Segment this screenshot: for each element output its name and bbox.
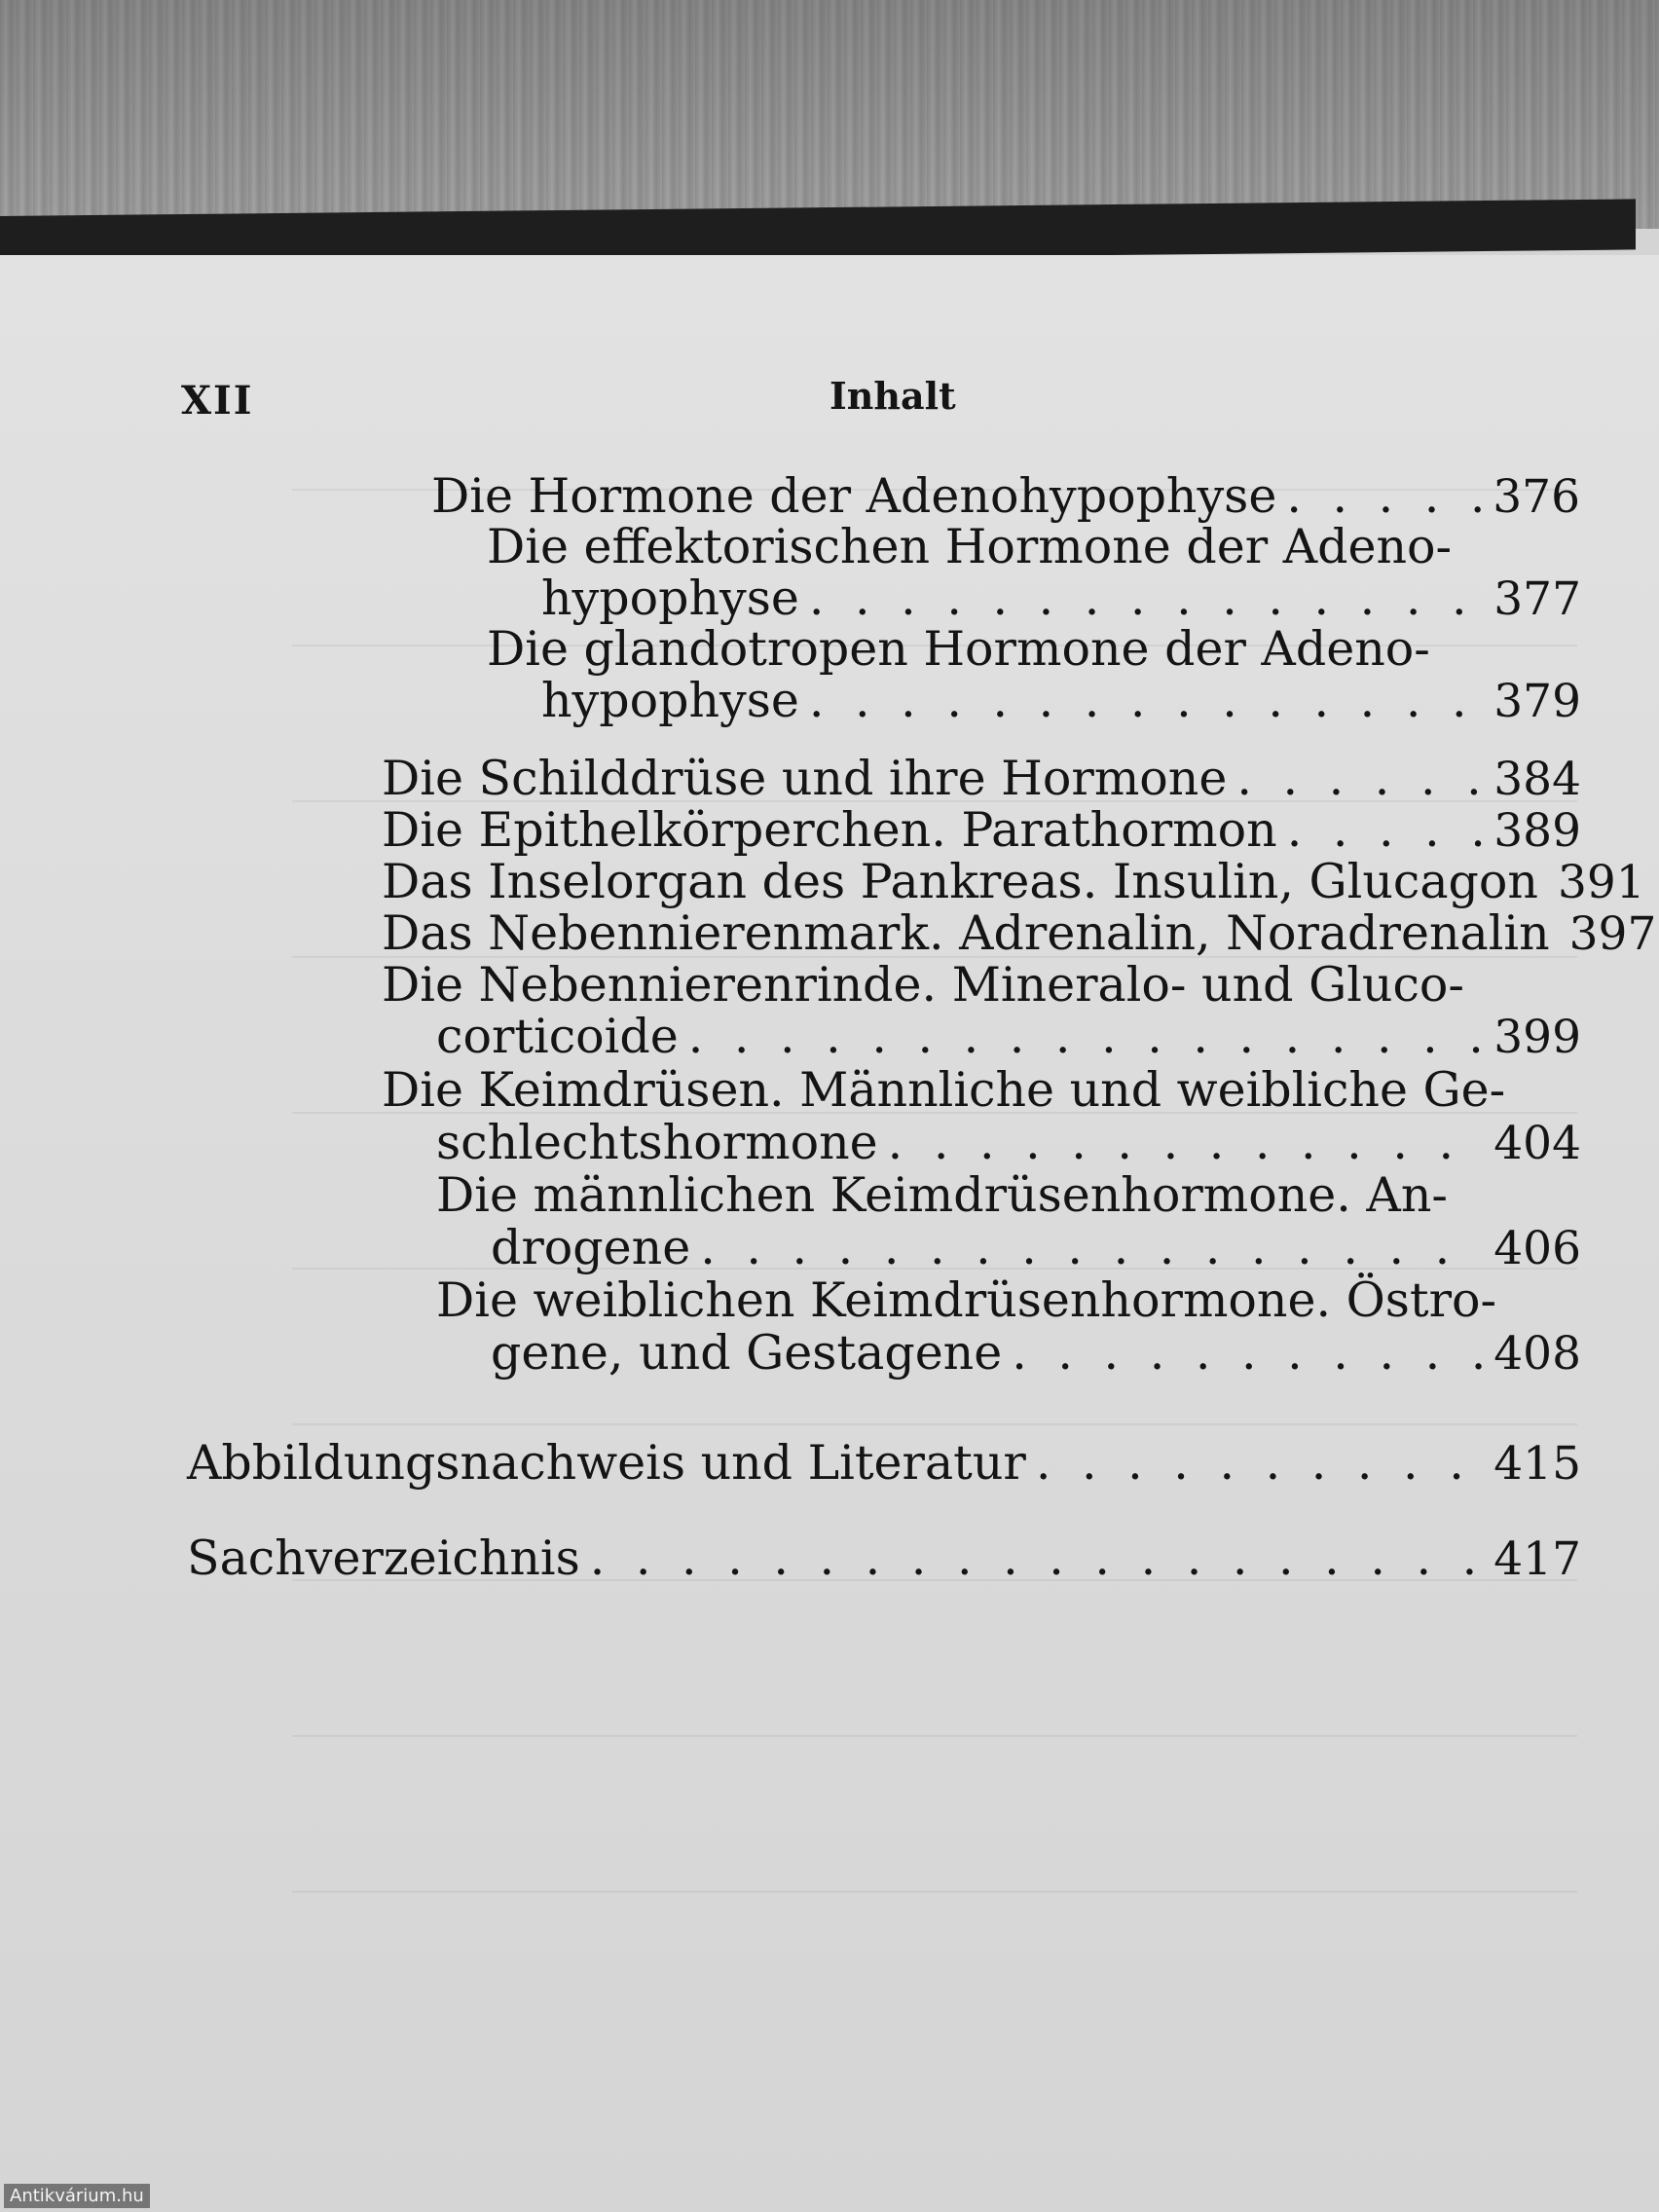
- dot-leader: [1287, 804, 1485, 857]
- toc-entry-text: Die Nebennierenrinde. Mineralo- und Gluco-: [382, 957, 1464, 1013]
- dot-leader: [1012, 1327, 1484, 1380]
- watermark-label: Antikvárium.hu: [4, 2184, 150, 2208]
- toc-page-number: 415: [1493, 1437, 1581, 1491]
- toc-entry: [436, 1272, 1497, 1328]
- toc-entry-text: Das Nebennierenmark. Adrenalin, Noradrenalin: [382, 905, 1550, 961]
- toc-entry-text: Abbildungsnachweis und Literatur: [187, 1435, 1026, 1491]
- dot-leader: [1036, 1437, 1484, 1490]
- toc-entry: [487, 623, 1480, 676]
- toc-entry: [431, 470, 1580, 524]
- toc-entry: [382, 905, 1657, 961]
- toc-entry: [382, 804, 1581, 858]
- toc-entry: [187, 1437, 1581, 1491]
- dot-leader: [700, 1222, 1484, 1274]
- toc-entry: [491, 1327, 1581, 1381]
- toc-entry-text: Die männlichen Keimdrüsenhormone. An-: [436, 1167, 1448, 1223]
- dot-leader: [809, 675, 1484, 727]
- page-number: XII: [181, 378, 254, 424]
- toc-page-number: 397: [1568, 907, 1657, 961]
- toc-entry-text: hypophyse: [541, 571, 799, 626]
- toc-entry-text: schlechtshormone: [436, 1115, 878, 1170]
- toc-page-number: 379: [1493, 675, 1581, 728]
- toc-entry-text: Die effektorischen Hormone der Adeno-: [487, 519, 1453, 574]
- toc-entry: [187, 1532, 1581, 1586]
- toc-entry-text: Die Epithelkörperchen. Parathormon: [382, 802, 1277, 858]
- toc-entry: [541, 572, 1581, 626]
- toc-entry: [436, 1011, 1581, 1064]
- dot-leader: [1286, 470, 1483, 523]
- toc-entry-text: Die glandotropen Hormone der Adeno-: [487, 621, 1430, 677]
- toc-entry-text: Die Keimdrüsen. Männliche und weibliche Ge-: [382, 1062, 1506, 1118]
- toc-entry: [491, 1222, 1581, 1275]
- toc-entry: [382, 753, 1581, 806]
- toc-entry-text: hypophyse: [541, 673, 799, 728]
- dot-leader: [888, 1117, 1485, 1169]
- toc-entry: [487, 521, 1480, 573]
- dot-leader: [590, 1532, 1485, 1585]
- toc-entry-text: Die weiblichen Keimdrüsenhormone. Östro-: [436, 1272, 1497, 1328]
- toc-entry: [541, 675, 1581, 728]
- dot-leader: [1236, 753, 1484, 805]
- toc-entry: [436, 1169, 1488, 1222]
- toc-page-number: 406: [1493, 1222, 1581, 1275]
- toc-page-number: 384: [1493, 753, 1581, 806]
- toc-entry: [382, 854, 1645, 909]
- toc-page-number: 376: [1493, 470, 1580, 524]
- toc-entry-text: Das Inselorgan des Pankreas. Insulin, Glucagon: [382, 854, 1538, 909]
- toc-page-number: 417: [1493, 1532, 1581, 1586]
- toc-entry: [382, 959, 1488, 1012]
- toc-page-number: 404: [1493, 1117, 1581, 1170]
- dot-leader: [688, 1011, 1485, 1063]
- dot-leader: [809, 572, 1484, 625]
- toc-entry: [436, 1117, 1581, 1170]
- toc-page-number: 399: [1493, 1011, 1581, 1064]
- toc-entry-text: gene, und Gestagene: [491, 1325, 1003, 1381]
- toc-entry-text: Die Schilddrüse und ihre Hormone: [382, 751, 1228, 806]
- toc-entry-text: Sachverzeichnis: [187, 1530, 580, 1586]
- toc-page-number: 391: [1557, 856, 1645, 909]
- running-head: Inhalt: [830, 374, 956, 418]
- toc-entry-text: Die Hormone der Adenohypophyse: [431, 468, 1277, 524]
- toc-entry-text: corticoide: [436, 1009, 679, 1064]
- toc-page-number: 389: [1493, 804, 1581, 858]
- toc-entry-text: drogene: [491, 1220, 691, 1275]
- toc-entry: [382, 1062, 1506, 1118]
- toc-page-number: 377: [1493, 572, 1581, 626]
- toc-page-number: 408: [1493, 1327, 1581, 1381]
